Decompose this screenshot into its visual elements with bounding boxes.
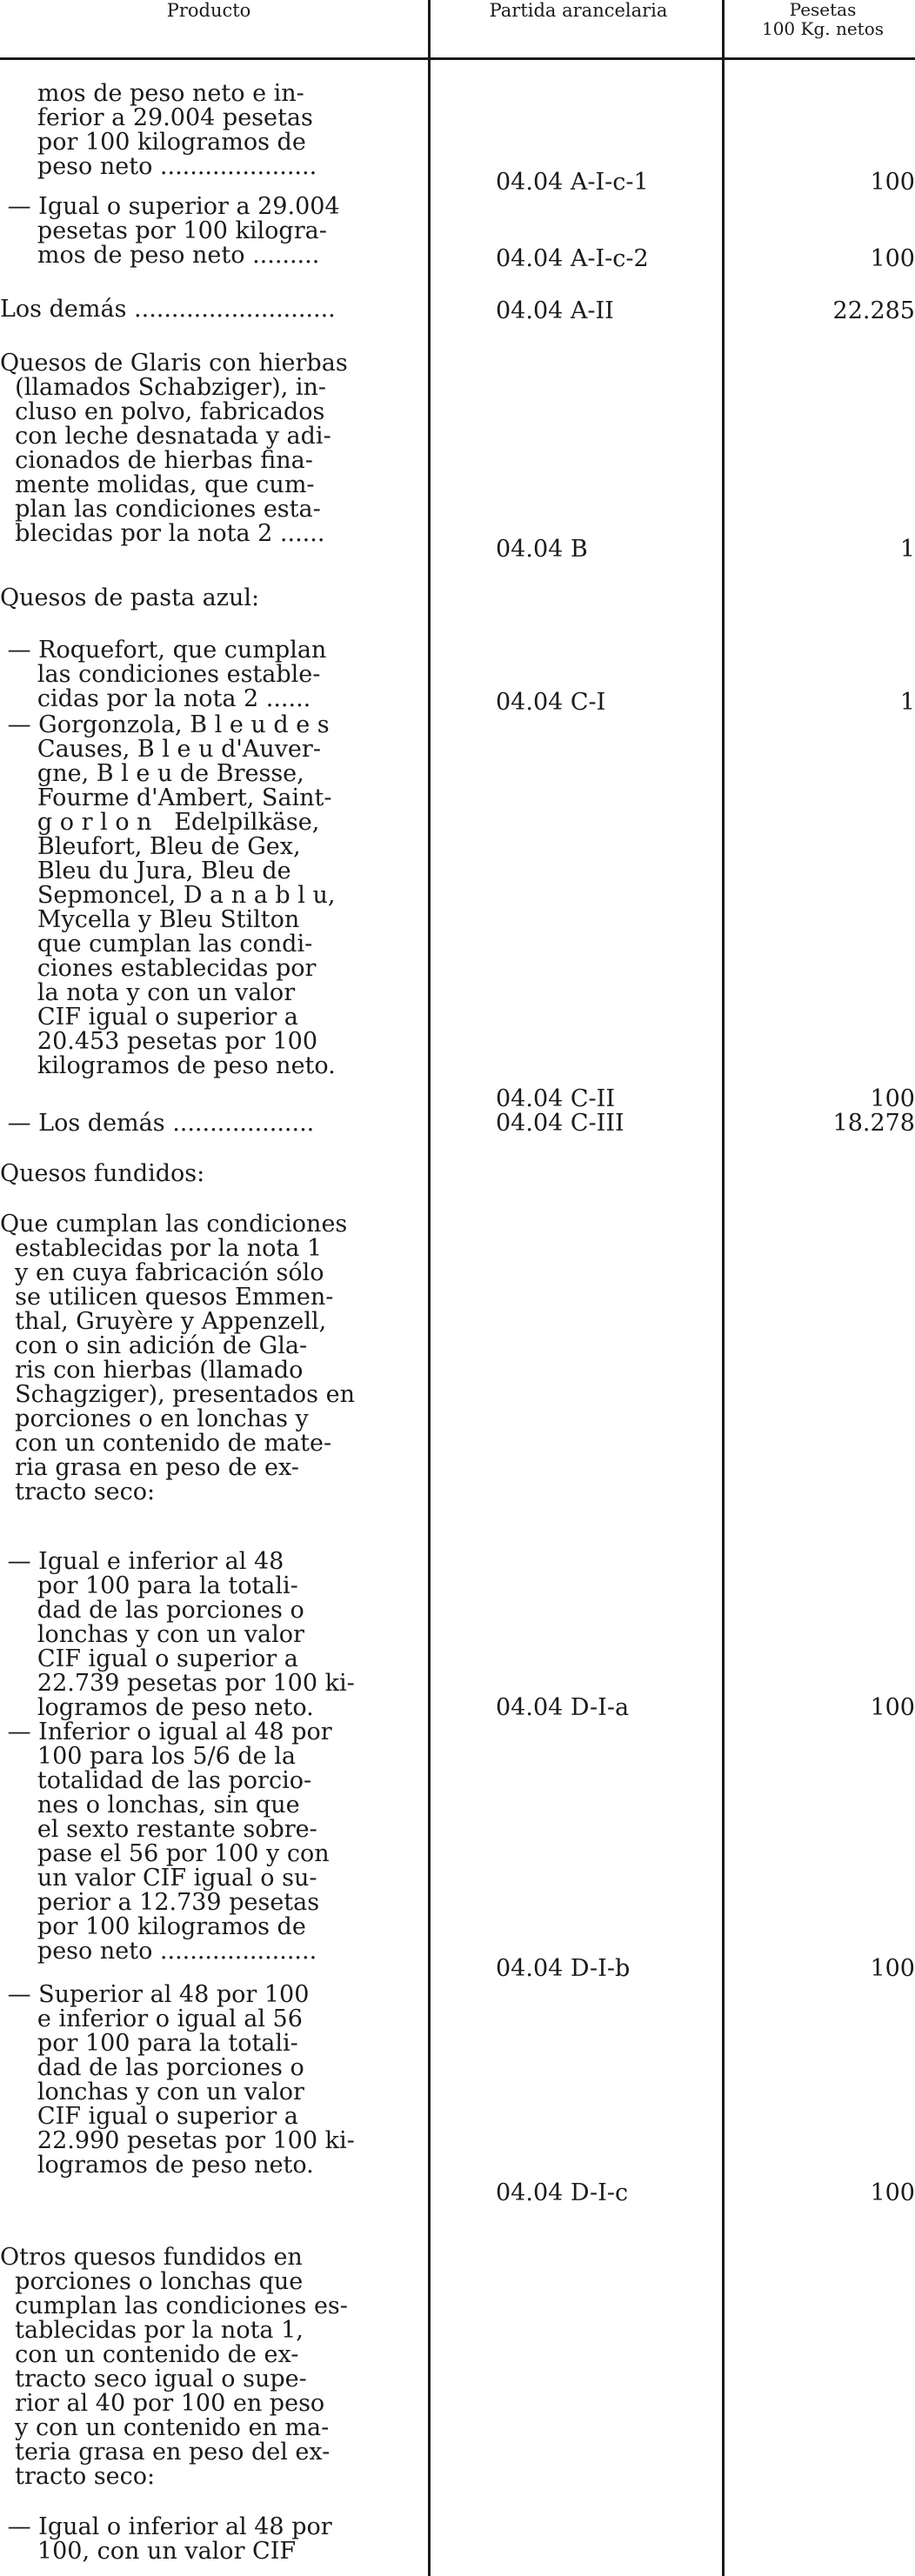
row-pesetas-value: 1 [899,689,915,716]
row-tariff-code: 04.04 D-I-c [496,2179,629,2206]
row-pesetas-value: 100 [870,1694,915,1721]
header-rule-left [0,57,428,60]
row-product-text: Los demás ........................... [0,296,336,323]
row-pesetas-value: 100 [870,1085,915,1112]
row-tariff-code: 04.04 C-II [496,1085,615,1112]
row-product-text: — Inferior o igual al 48 por 100 para los 5/6 de la totalidad de las porcio- nes o lonchas, sin que el sexto restante sobre- pase el 56 por 100 y con un valor CIF igual o su- perior a 12.739 pesetas por 100 kilogramos de peso neto ..................... [7,1718,332,1965]
header-rule-right [428,57,915,60]
header-producto: Producto [166,0,251,21]
row-product-text: — Igual e inferior al 48 por 100 para la totali- dad de las porciones o lonchas y con un valor CIF igual o superior a 22.739 pesetas por 100 ki- logramos de peso neto. [7,1548,355,1721]
header-pesetas-line1: Pesetas [789,0,857,20]
row-tariff-code: 04.04 B [496,536,588,563]
section-heading: Quesos de pasta azul: [0,584,260,611]
header-pesetas [731,0,915,38]
row-product-text: — Superior al 48 por 100 e inferior o igual al 56 por 100 para la totali- dad de las porciones o lonchas y con un valor CIF igual o superior a 22.990 pesetas por 100 ki- logramos de peso neto. [7,1981,355,2179]
row-product-text: — Igual o superior a 29.004 pesetas por 100 kilogra- mos de peso neto ......... [7,193,340,269]
row-tariff-code: 04.04 D-I-a [496,1694,630,1721]
row-pesetas-value: 1 [899,536,915,563]
row-product-text: Otros quesos fundidos en porciones o lonchas que cumplan las condiciones es- tablecidas por la nota 1, con un contenido de ex- tracto seco igual o supe- rior al 40 por 100 en peso y con un contenido en ma- teria grasa en peso del ex- tracto seco: [0,2244,348,2490]
row-pesetas-value: 100 [870,169,915,196]
header-partida-arancelaria: Partida arancelaria [489,0,668,21]
section-heading: Quesos fundidos: [0,1160,205,1187]
row-product-text: — Igual o inferior al 48 por 100, con un valor CIF [7,2513,332,2565]
row-pesetas-value: 18.278 [832,1110,915,1137]
row-product-text: — Gorgonzola, B l e u d e s Causes, B l e u d'Auver- gne, B l e u de Bresse, Fourme d'Ambert, Saint- g o r l o n Edelpilkäse, Bleufort, Bleu de Gex, Bleu du Jura, Bleu de Sepmoncel, D a n a b l u, Mycella y Bleu Stilton que cumplan las condi- ciones establecidas por la nota y con un valor CIF igual o superior a 20.453 pesetas por 100 kilogramos de peso neto. [7,711,336,1079]
row-tariff-code: 04.04 C-I [496,689,606,716]
row-tariff-code: 04.04 A-II [496,297,614,324]
row-product-text: Quesos de Glaris con hierbas (llamados Schabziger), in- cluso en polvo, fabricados con leche desnatada y adi- cionados de hierbas fina- mente molidas, que cum- plan las condiciones esta- blecidas por la nota 2 ...... [0,350,348,547]
row-product-text: Que cumplan las condiciones establecidas por la nota 1 y en cuya fabricación sólo se utilicen quesos Emmen- thal, Gruyère y Appenzell, con o sin adición de Gla- ris con hierbas (llamado Schagziger), presentados en porciones o en lonchas y con un contenido de mate- ria grasa en peso de ex- tracto seco: [0,1211,355,1505]
row-pesetas-value: 22.285 [832,297,915,324]
column-divider-1 [428,0,431,2576]
row-tariff-code: 04.04 A-I-c-2 [496,245,649,272]
row-tariff-code: 04.04 A-I-c-1 [496,169,649,196]
column-divider-2 [722,0,725,2576]
row-tariff-code: 04.04 C-III [496,1110,624,1137]
row-pesetas-value: 100 [870,2179,915,2206]
row-tariff-code: 04.04 D-I-b [496,1955,631,1982]
row-pesetas-value: 100 [870,1955,915,1982]
row-product-text: — Roquefort, que cumplan las condiciones estable- cidas por la nota 2 ...... [7,637,327,712]
row-product-text: mos de peso neto e in- ferior a 29.004 pesetas por 100 kilogramos de peso neto ..................... [37,80,317,180]
row-pesetas-value: 100 [870,245,915,272]
header-pesetas-line2: 100 Kg. netos [761,18,885,39]
row-product-text: — Los demás ................... [0,1110,315,1137]
